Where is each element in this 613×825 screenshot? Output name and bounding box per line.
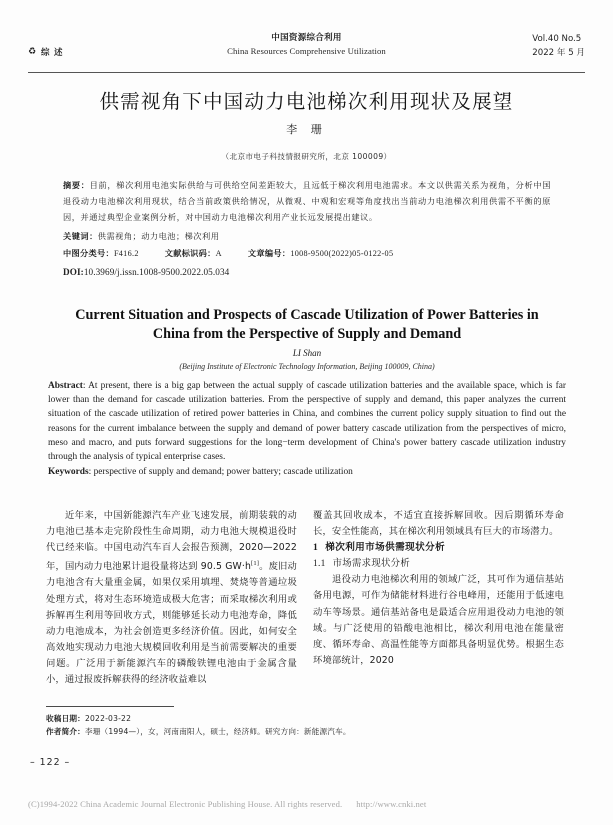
- copyright-notice: [28, 799, 585, 809]
- volume-issue: Vol.40 No.5: [532, 34, 582, 44]
- keywords-text-cn: 供需视角；动力电池；梯次利用: [97, 231, 220, 242]
- body-paragraph: 退役动力电池梯次利用的领域广泛，其可作为通信基站备用电源，可作为储能材料进行谷电峰用，还能用于低速电动车等场景。通信基站备电是最适合应用退役动力电池的领域。与广泛使用的铅酸电池相比，梯次利用电池在能量密度、循环寿命、高温性能等方面都具备明显优势。根据生态环境部统计，2020: [313, 574, 564, 666]
- author-name-en: LI Shan: [292, 348, 322, 358]
- copyright-url: http://www.cnki.net: [356, 799, 427, 809]
- doi-label: DOI:: [63, 266, 84, 277]
- doi-value: 10.3969/j.issn.1008-9500.2022.05.034: [83, 266, 230, 277]
- author-bio-value: 李珊（1994—），女，河南南阳人，硕士，经济师。研究方向：新能源汽车。: [84, 727, 351, 737]
- header-category-label2: 述: [54, 48, 68, 58]
- received-date-label: 收稿日期：: [46, 714, 85, 723]
- body-column-right: [313, 508, 564, 669]
- body-text-part1: 近年来，中国新能源汽车产业飞速发展，前期装载的动力电池已基本走完阶段性生命周期，动力电池大规模退役时代已经来临。中国电动汽车百人会报告预测，2020—2022 年，国内动力电池累计退役量将达到 90.5 GW·h: [46, 510, 297, 573]
- body-paragraph: [46, 508, 297, 688]
- header-category-label: 综: [41, 48, 51, 58]
- classification-line: [63, 245, 551, 262]
- recycle-icon: ♻: [28, 46, 37, 57]
- header-issue-info: [532, 33, 585, 60]
- doi-line: [63, 264, 551, 280]
- page-title-en: Current Situation and Prospects of Cascade Utilization of Power Batteries in China from the Perspective of Supply and Demand: [75, 307, 539, 342]
- article-id-value: 1008-9500(2022)05-0122-05: [290, 249, 394, 259]
- footnote-divider: [46, 706, 174, 707]
- abstract-en: [48, 379, 566, 464]
- clc-value: F416.2: [113, 249, 139, 259]
- section-number: 1: [313, 542, 319, 554]
- abstract-block-en: [48, 379, 566, 479]
- copyright-text: (C)1994-2022 China Academic Journal Electronic Publishing House. All rights reserved.: [28, 799, 343, 809]
- subsection-title: 市场需求现状分析: [332, 558, 411, 570]
- author-bio-line: [46, 725, 466, 738]
- subsection-number: 1.1: [313, 559, 326, 570]
- keywords-label-cn: 关键词：: [63, 231, 98, 242]
- citation-marker: [1]: [251, 560, 260, 568]
- clc-label: 中图分类号：: [63, 248, 114, 259]
- abstract-block-cn: [63, 177, 551, 280]
- received-date-value: 2022-03-22: [84, 714, 132, 723]
- body-column-left: [46, 508, 297, 688]
- header-journal-title: [28, 32, 585, 58]
- abstract-label-en: Abstract: [48, 381, 83, 391]
- header-divider: [28, 72, 585, 73]
- article-id-label: 文章编号：: [247, 248, 291, 259]
- journal-name-en: China Resources Comprehensive Utilization: [227, 46, 386, 56]
- keywords-label-en: Keywords: [48, 467, 89, 478]
- section-heading-1-1: [313, 556, 564, 572]
- issue-date: 2022 年 5 月: [532, 47, 585, 58]
- doc-code-value: A: [215, 249, 222, 259]
- abstract-text-cn: 目前，梯次利用电池实际供给与可供给空间差距较大，且远低于梯次利用电池需求。本文以供需关系为视角，分析中国退役动力电池梯次利用现状，结合当前政策供给情况，从微观、中观和宏观等角度找出当前动力电池梯次利用供需不平衡的原因，并通过典型企业案例分析，对中国动力电池梯次利用产业长远发展提出建议。: [63, 180, 551, 223]
- author-affiliation-cn: （北京市电子科技情报研究所，北京 100009）: [221, 152, 392, 161]
- keywords-en: [48, 465, 566, 479]
- footnote-block: [46, 712, 466, 739]
- abstract-cn: [63, 177, 551, 226]
- keywords-text-en: : perspective of supply and demand; power battery; cascade utilization: [88, 467, 353, 478]
- page-title-cn: 供需视角下中国动力电池梯次利用现状及展望: [99, 90, 514, 113]
- section-heading-1: [313, 540, 564, 556]
- body-text-part2: 。废旧动力电池含有大量重金属，如果仅采用填埋、焚烧等普通垃圾处理方式，将对生态环境造成极大危害；而采取梯次利用或拆解再生利用等回收方式，则能够延长动力电池寿命，降低动力电池成本，为社会创造更多经济价值。因此，如何安全高效地实现动力电池大规模回收利用是当前需要解决的重要问题。广泛用于新能源汽车的磷酸铁锂电池由于金属含量小，通过报废拆解获得的经济收益难以: [46, 561, 297, 686]
- author-bio-label: 作者简介：: [46, 727, 85, 737]
- body-paragraph: 覆盖其回收成本，不适宜直接拆解回收。因后期循环寿命长，安全性能高，其在梯次利用领域具有巨大的市场潜力。: [313, 510, 564, 538]
- abstract-text-en: : At present, there is a big gap between the actual supply of cascade utilization batteries and the available space, which is far lower than the demand for cascade utilization batteries. From the perspective of supply and demand, this paper analyzes the current situation of the cascade utilization of retired power batteries in China, and combines the current policy supply situation to find out the reasons for the current imbalance between the supply and demand of power battery cascade utilization from the perspectives of micro, meso and macro, and puts forward suggestions for the long−term development of China's power battery cascade utilization industry through the analysis of typical enterprise cases.: [48, 381, 566, 463]
- section-title: 梯次利用市场供需现状分析: [325, 542, 446, 554]
- author-name-cn: 李 珊: [286, 123, 327, 136]
- journal-name-cn: 中国资源综合利用: [271, 33, 342, 43]
- abstract-label-cn: 摘要：: [63, 180, 90, 190]
- running-header: [28, 32, 585, 70]
- author-affiliation-en: (Beijing Institute of Electronic Technology Information, Beijing 100009, China): [179, 362, 435, 371]
- page-number: – 122 –: [30, 757, 71, 768]
- received-date-line: [46, 712, 466, 725]
- doc-code-label: 文献标识码：: [164, 248, 216, 259]
- keywords-cn: [63, 228, 551, 244]
